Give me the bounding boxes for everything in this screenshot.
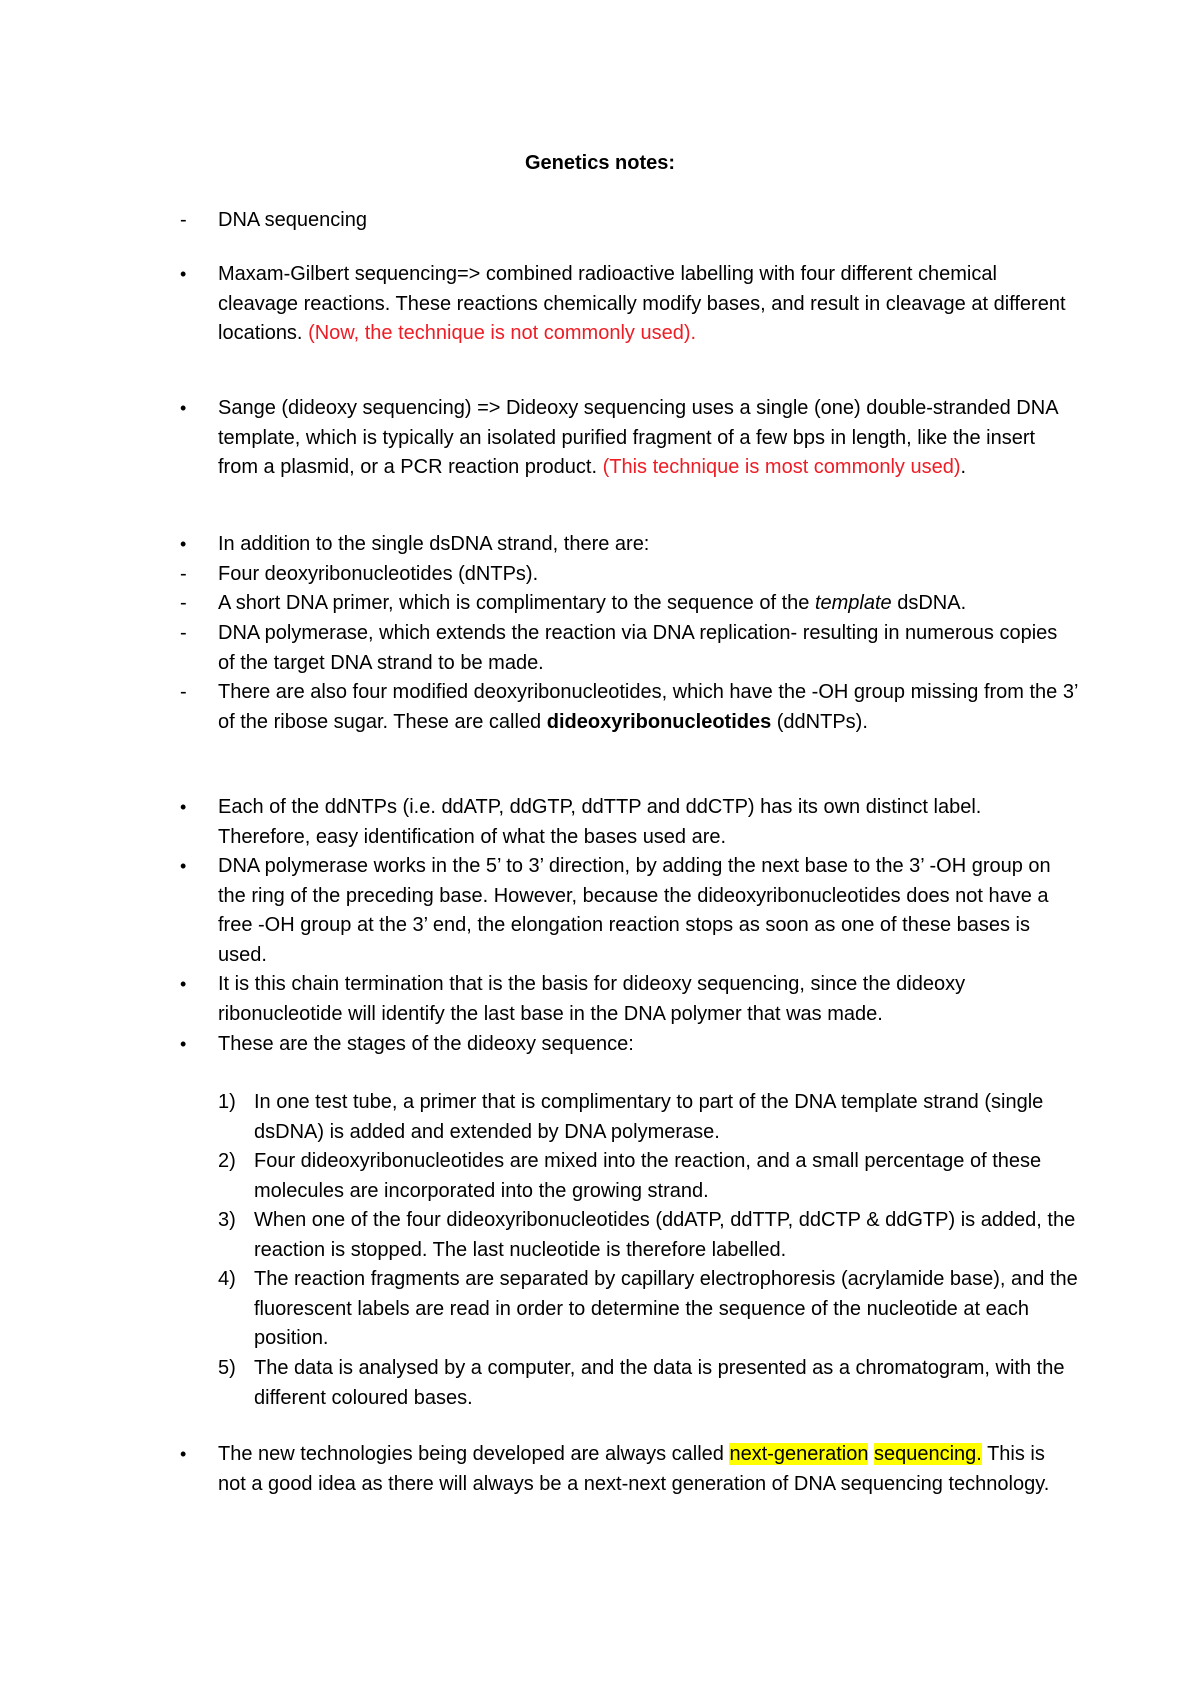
step-text: The reaction fragments are separated by capillary electrophoresis (acrylamide base), and the fluorescent labels are read in order to determine the sequence of the nucleotide at each position. [254,1268,1078,1350]
dash-marker: - [180,592,187,614]
step-text: The data is analysed by a computer, and the data is presented as a chromatogram, with the different coloured bases. [254,1357,1065,1409]
primer-text: A short DNA primer, which is complimentary to the sequence of the [218,592,815,614]
highlight-sequencing: sequencing. [874,1443,982,1465]
dash-marker: - [180,681,187,703]
maxam-text: Maxam-Gilbert sequencing=> combined radioactive labelling with four different chemical cleavage reactions. These reactions chemically modify bases, and result in cleavage at different locations. [218,263,1066,345]
labels-text: Each of the ddNTPs (i.e. ddATP, ddGTP, ddTTP and ddCTP) has its own distinct label. Therefore, easy identification of what the bases used are. [218,796,982,848]
maxam-red-note: (Now, the technique is not commonly used). [308,322,697,345]
bullet-marker: • [180,797,187,817]
bullet-marker: • [180,534,187,554]
final-text-end: This is not a good idea as there will always be a next-next generation of DNA sequencing technology. [218,1443,1050,1495]
dash-item-text: DNA polymerase, which extends the reaction via DNA replication- resulting in numerous copies of the target DNA strand to be made. [218,622,1058,674]
bullet-marker: • [180,264,187,284]
step-text: In one test tube, a primer that is complimentary to part of the DNA template strand (single dsDNA) is added and extended by DNA polymerase. [254,1091,1044,1143]
step-number: 5) [218,1357,236,1379]
stages-text: These are the stages of the dideoxy sequence: [218,1033,634,1055]
polymerase-text: DNA polymerase works in the 5’ to 3’ direction, by adding the next base to the 3’ -OH group on the ring of the preceding base. However, because the dideoxyribonucleotides does not have a free -OH group at the 3’ end, the elongation reaction stops as soon as one of these bases is used. [218,855,1051,966]
step-number: 3) [218,1209,236,1231]
step-number: 2) [218,1150,236,1172]
termination-text: It is this chain termination that is the basis for dideoxy sequencing, since the dideoxy ribonucleotide will identify the last base in the DNA polymer that was made. [218,973,966,1025]
ddntps-text-end: (ddNTPs). [771,710,868,733]
primer-text-end: dsDNA. [891,592,967,614]
page-title: Genetics notes: [524,152,676,174]
bullet-marker: • [180,974,187,994]
step-text: Four dideoxyribonucleotides are mixed into the reaction, and a small percentage of these molecules are incorporated into the growing strand. [254,1150,1042,1202]
dash-item-text: Four deoxyribonucleotides (dNTPs). [218,563,539,585]
sanger-end: . [960,456,967,479]
sanger-text: Sange (dideoxy sequencing) => Dideoxy sequencing uses a single (one) double-stranded DNA template, which is typically an isolated purified fragment of a few bps in length, like the insert from a plasmid, or a PCR reaction product. [218,397,1058,479]
ddntps-text: There are also four modified deoxyribonucleotides, which have the -OH group missing from the 3’ of the ribose sugar. These are called [218,681,1078,733]
step-number: 4) [218,1268,236,1290]
bullet-marker: • [180,1034,187,1054]
dash-marker: - [180,622,187,644]
sanger-red-note: (This technique is most commonly used) [602,456,961,479]
dash-marker: - [180,563,187,585]
dash-marker: - [180,209,187,231]
bullet-marker: • [180,856,187,876]
template-italic: template [814,592,892,614]
bullet-marker: • [180,1444,187,1464]
step-text: When one of the four dideoxyribonucleotides (ddATP, ddTTP, ddCTP & ddGTP) is added, the reaction is stopped. The last nucleotide is therefore labelled. [254,1209,1076,1261]
step-number: 1) [218,1091,236,1113]
section-heading-text: DNA sequencing [218,209,367,231]
dideoxy-bold-term: dideoxyribonucleotides [546,710,772,733]
final-text: The new technologies being developed are always called [218,1443,730,1465]
addition-text: In addition to the single dsDNA strand, there are: [218,533,650,555]
bullet-marker: • [180,398,187,418]
highlight-next-generation: next-generation [729,1443,869,1465]
